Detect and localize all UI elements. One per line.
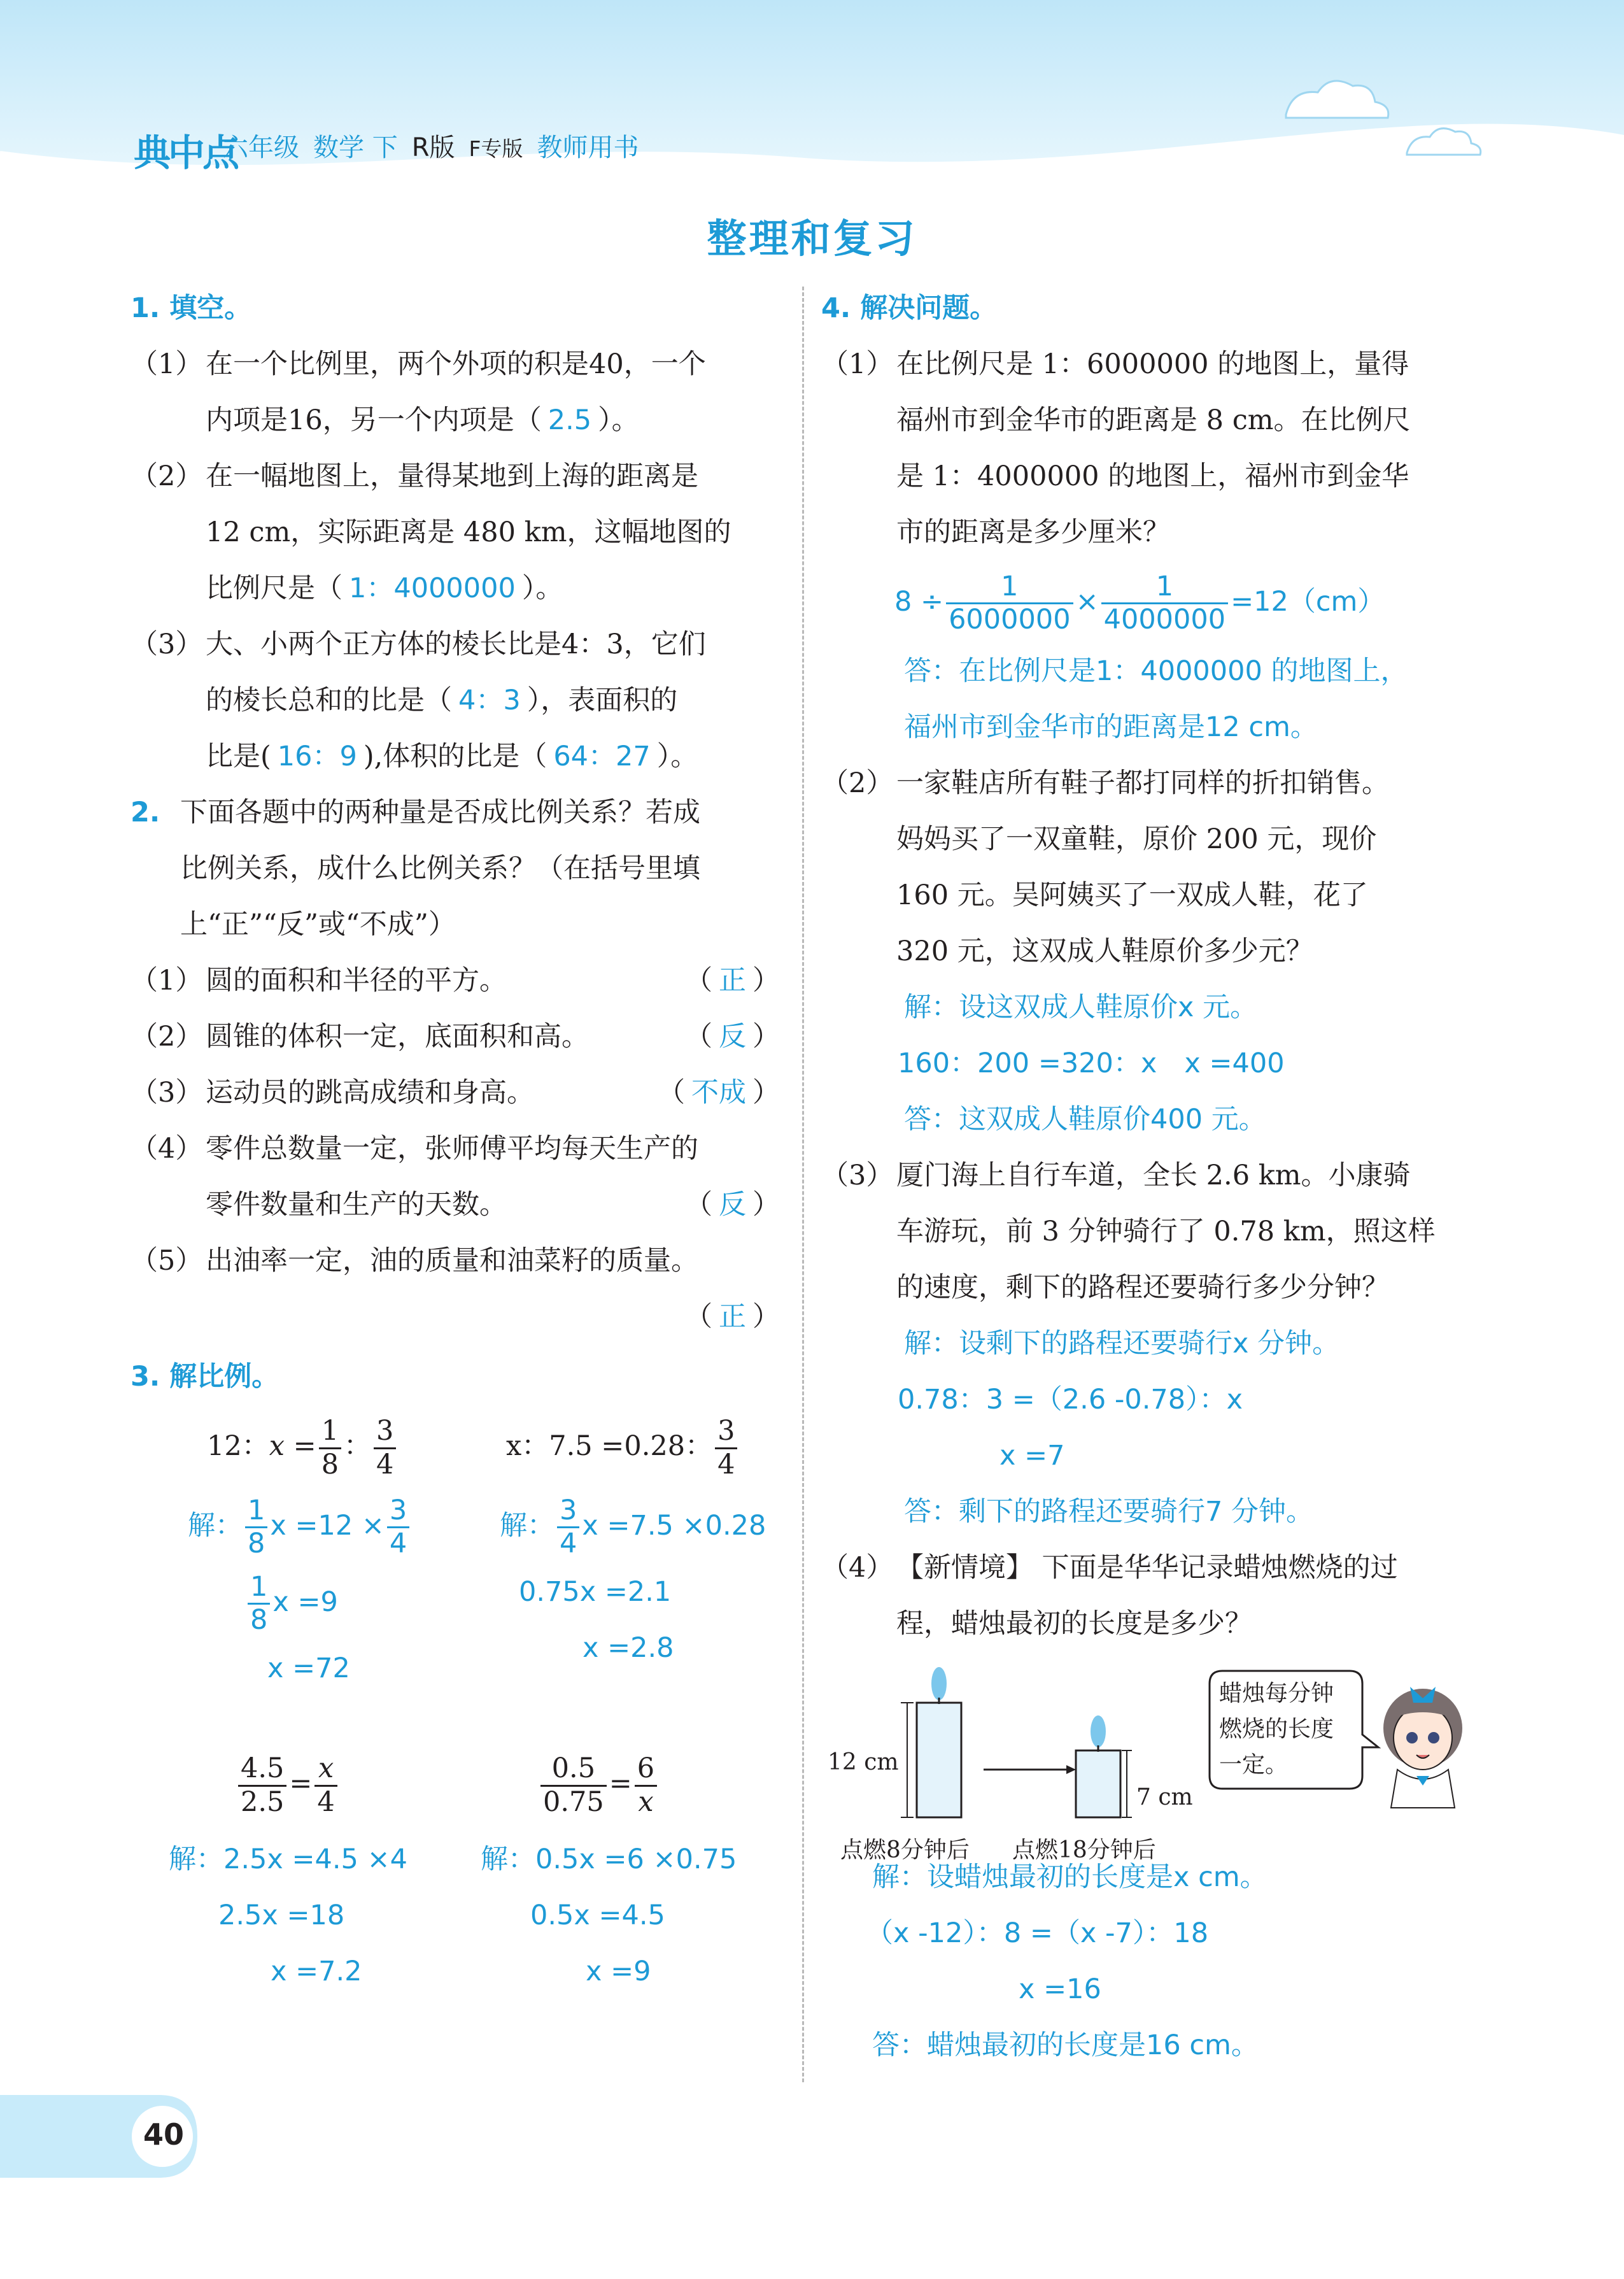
solution-2: 解： $\frac{3}{4}$ x =7.5 ×0.28 0.75x =2.1 x =2.8 [500,1494,766,1664]
book-info [223,127,653,164]
solution-4-2: 解：设这双成人鞋原价x 元。 160：200 =320：x x =400 答：这双成人鞋原价400 元。 [898,991,1285,1135]
right-column [821,280,1486,2073]
subject: 数学 下 [313,133,398,162]
proportion-2: x：7.5 =0.28： $\frac{3}{4}$ [506,1411,740,1481]
grade: 六年级 [223,133,299,162]
candle-icon [1076,1715,1120,1817]
column-divider [802,287,804,2082]
brand-logo: 典中点 [134,131,237,174]
question-1-3: （3） 大、小两个正方体的棱长比是4：3，它们 的棱长总和的比是（ 4：3 ），表面积的 比是( 16：9 ),体积的比是（ 64：27 ）。 [131,628,706,772]
page-number: 40 [143,2117,185,2152]
solution-4-4: 解：设蜡烛最初的长度是x cm。 （x -12）：8 =（x -7）：18 x =16 答：蜡烛最初的长度是16 cm。 [866,1861,1267,2061]
caption-18-min: 点燃18分钟后 [1012,1837,1156,1863]
question-2-2: （2） 圆锥的体积一定，底面积和高。 （ 反 ） [131,1021,780,1053]
proportion-1: 12：x = $\frac{1}{8}$ ： $\frac{3}{4}$ [207,1411,399,1481]
section-4-heading: 4. 解决问题。 [821,292,998,324]
question-2-1: （1） 圆的面积和半径的平方。 （ 正 ） [131,965,780,997]
solution-4: 解：0.5x =6 ×0.75 0.5x =4.5 x =9 [481,1843,737,1987]
section-2-heading: 2. 下面各题中的两种量是否成比例关系？若成 比例关系，成什么比例关系？（在括号里填 上“正”“反”或“不成”） [131,797,700,941]
bubble-text: 蜡烛每分钟 燃烧的长度 一定。 [1219,1680,1334,1778]
proportion-3: $\frac{4.5}{2.5}$ = $\frac{x}{4}$ [236,1742,340,1825]
girl-avatar-icon [1383,1687,1462,1808]
left-column [131,280,780,2029]
candle-figure [821,1658,1486,1863]
caption-8-min: 点燃8分钟后 [840,1837,970,1863]
question-1-2: （2） 在一幅地图上，量得某地到上海的距离是 12 cm，实际距离是 480 km，这幅地图的 比例尺是（ 1：4000000 ）。 [131,460,731,604]
question-4-1: （1） 在比例尺是 1：6000000 的地图上，量得 福州市到金华市的距离是 8 cm。在比例尺 是 1：4000000 的地图上，福州市到金华 市的距离是多少厘米？ [821,348,1411,548]
question-4-4: （4） 【新情境】 下面是华华记录蜡烛燃烧的过 程，蜡烛最初的长度是多少？ [821,1552,1398,1640]
book-type: 教师用书 [537,133,639,162]
solution-4-3: 解：设剩下的路程还要骑行x 分钟。 0.78：3 =（2.6 -0.78）：x x =7 答：剩下的路程还要骑行7 分钟。 [898,1328,1340,1528]
answer-blank: 1：4000000 [349,572,516,604]
solution-3: 解：2.5x =4.5 ×4 2.5x =18 x =7.2 [169,1843,407,1987]
height-label-7: 7 cm [1136,1784,1193,1810]
question-4-2: （2） 一家鞋店所有鞋子都打同样的折扣销售。 妈妈买了一双童鞋，原价 200 元，现价 160 元。吴阿姨买了一双成人鞋，花了 320 元，这双成人鞋原价多少元？ [821,767,1389,967]
height-label-12: 12 cm [828,1749,899,1775]
solution-4-1-calc: 8 ÷ $\frac{1}{6000000}$ × $\frac{1}{4000000}$ =12（cm） [894,570,1385,635]
question-2-4: （4） 零件总数量一定，张师傅平均每天生产的 零件数量和生产的天数。 （ 反 ） [131,1133,780,1221]
header-band [0,0,1624,210]
answer-blank: 2.5 [547,404,592,436]
candle-icon [917,1667,961,1817]
edition: R版 [411,133,455,162]
proportion-grid [131,1405,780,2029]
solution-4-1-answer: 答：在比例尺是1：4000000 的地图上， 福州市到金华市的距离是12 cm。 [904,655,1408,743]
proportion-4: $\frac{0.5}{0.75}$ = $\frac{6}{x}$ [538,1742,660,1825]
question-4-3: （3） 厦门海上自行车道，全长 2.6 km。小康骑 车游玩，前 3 分钟骑行了 0.78 km，照这样 的速度，剩下的路程还要骑行多少分钟？ [821,1160,1436,1303]
page-title: 整理和复习 [707,215,917,262]
question-2-5: （5） 出油率一定，油的质量和油菜籽的质量。 （ 正 ） [131,1245,780,1333]
section-3-heading: 3. 解比例。 [131,1361,279,1393]
special-edition: F专版 [469,136,523,161]
question-2-3: （3） 运动员的跳高成绩和身高。 （ 不成 ） [131,1077,780,1109]
question-1-1: （1） 在一个比例里，两个外项的积是40，一个 内项是16，另一个内项是（ 2.5 ）。 [131,348,706,436]
solution-1: 解： $\frac{1}{8}$ x =12 × $\frac{3}{4}$ $\frac{1}{8}$ x =9 x =72 [188,1487,412,1696]
section-1-heading: 1. 填空。 [131,292,252,324]
